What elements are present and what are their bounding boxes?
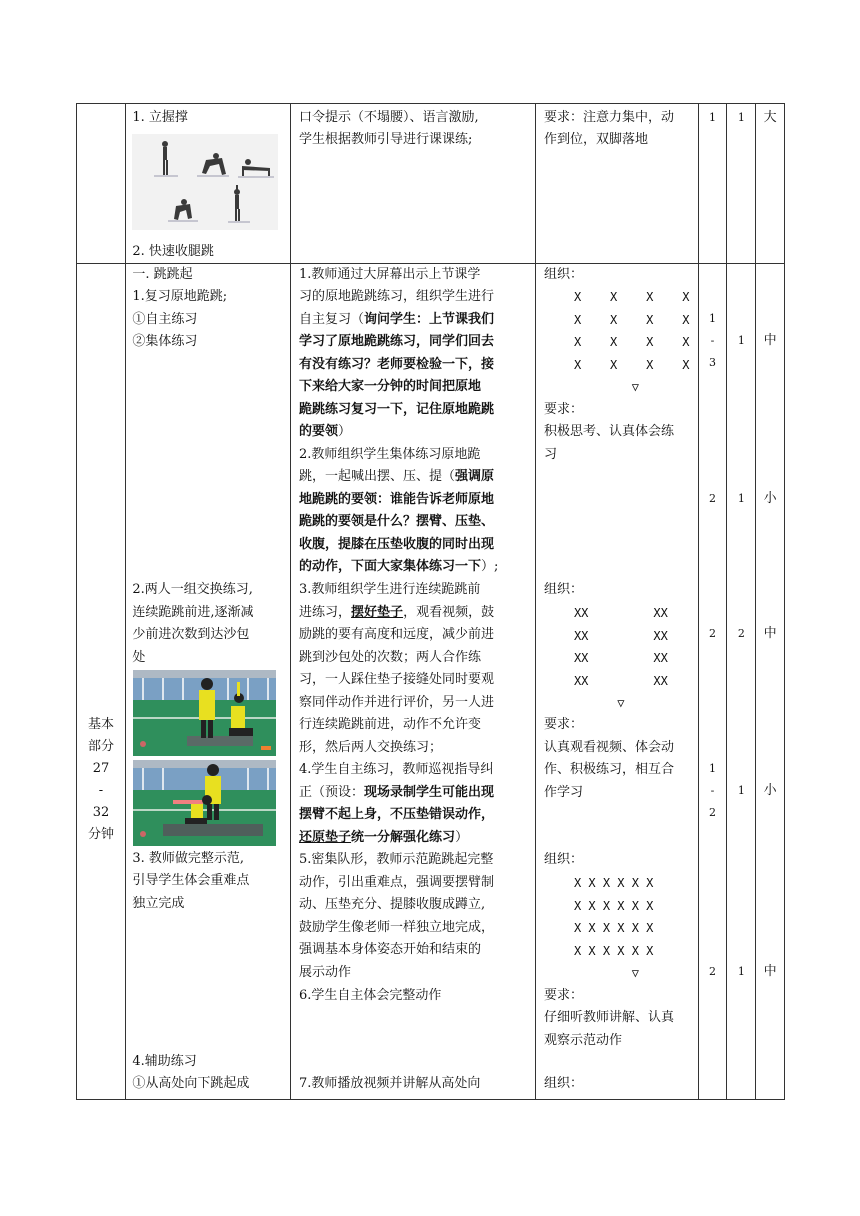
formation-row: X X X X X X: [573, 876, 654, 890]
text-line: ①从高处向下跳起成: [132, 1076, 250, 1091]
count-value: 1: [709, 111, 717, 124]
requirement-label: 要求：: [543, 402, 583, 417]
time-value: 2: [709, 806, 717, 819]
section-label-line: 部分: [87, 739, 114, 754]
formation-grid: [574, 872, 653, 985]
count-value: 1: [737, 784, 745, 797]
text-line: 积极思考、认真体会练: [543, 424, 674, 439]
exercise-illustration-image: [132, 134, 278, 230]
table-row: [77, 104, 785, 264]
text-line: 2.教师组织学生集体练习原地跪: [299, 447, 481, 462]
requirement-label: 要求：: [543, 988, 583, 1003]
text-line: [299, 556, 498, 578]
teacher-marker: ▽: [573, 696, 625, 710]
text-line: 习: [543, 447, 557, 462]
text-span: ）;: [481, 559, 499, 574]
intensity-cell: [756, 104, 785, 264]
formation-row: X X X X X X: [573, 943, 654, 958]
text-line: [299, 782, 494, 804]
section-label-line: -: [98, 783, 104, 798]
time-value: -: [710, 334, 715, 347]
formation-row: XX XX: [573, 651, 668, 665]
text-line: 4.学生自主练习，教师巡视指导纠: [299, 762, 494, 777]
text-line: 学生根据教师引导进行课课练;: [299, 132, 473, 147]
text-line: 跳到沙包处的次数；两人合作练: [299, 650, 482, 665]
text-line: 形，然后两人交换练习；: [299, 740, 443, 755]
count-value: 1: [737, 492, 745, 505]
count-value: 1: [737, 965, 745, 978]
section-cell-empty: [77, 104, 126, 264]
content-cell: [126, 104, 291, 264]
text-line: 6.学生自主体会完整动作: [299, 988, 442, 1003]
org-label: 组织：: [543, 1076, 583, 1091]
section-cell: [77, 264, 126, 1100]
org-label: 组织：: [543, 267, 583, 282]
text-line: [299, 309, 494, 331]
text-span: ）: [338, 424, 352, 439]
bold-span: 强调原: [455, 469, 495, 484]
formation-grid: [574, 286, 690, 399]
text-line: 观察示范动作: [543, 1033, 622, 1048]
section-label-line: 27: [92, 761, 110, 776]
count-value: 1: [737, 334, 745, 347]
bold-line: 跪跳的要领是什么？摆臂、压垫、: [299, 514, 495, 529]
count-cell: [727, 264, 756, 1100]
time-value: 2: [709, 965, 717, 978]
text-line: 作到位，双脚落地: [543, 132, 648, 147]
bold-span: 的要领: [299, 424, 339, 439]
lesson-plan-table: [76, 103, 785, 1100]
time-value: 2: [709, 627, 717, 640]
text-line: 3. 教师做完整示范,: [132, 851, 245, 866]
intensity-value: 小: [763, 491, 777, 506]
bold-line: 下来给大家一分钟的时间把原地: [299, 379, 482, 394]
teacher-activity-cell: [291, 264, 536, 1100]
text-line: 行连续跪跳前进，动作不允许变: [299, 717, 482, 732]
bold-span: 现场录制学生可能出现: [364, 785, 495, 800]
text-line: 一. 跳跳起: [132, 267, 193, 282]
bold-line: 有没有练习？老师要检验一下，接: [299, 357, 495, 372]
text-line: [299, 421, 351, 443]
intensity-cell: [756, 264, 785, 1100]
text-line: 1.复习原地跪跳;: [132, 289, 228, 304]
text-span: 正（预设：: [299, 785, 365, 800]
text-line: 动、压垫充分、提膝收腹成蹲立,: [299, 897, 486, 912]
bold-span: 询问学生：上节课我们: [364, 312, 495, 327]
text-line: 3.教师组织学生进行连续跪跳前: [299, 582, 481, 597]
requirement-label: 要求：: [543, 717, 583, 732]
text-line: 认真观看视频、体会动: [543, 740, 674, 755]
teacher-marker: ▽: [573, 380, 639, 394]
text-line: 仔细听教师讲解、认真: [543, 1010, 674, 1025]
section-label-line: 32: [92, 805, 110, 820]
text-line: 察同伴动作并进行评价，另一人进: [299, 695, 495, 710]
org-label: 组织：: [543, 582, 583, 597]
intensity-value: 中: [763, 964, 777, 979]
bold-line: 学习了原地跪跳练习，同学们回去: [299, 334, 495, 349]
text-span: 跳，一起喊出摆、压、提（: [299, 469, 456, 484]
text-line: [299, 827, 468, 849]
bold-line: 收腹，提膝在压垫收腹的同时出现: [299, 537, 495, 552]
formation-grid: [574, 602, 668, 715]
text-span: ）: [455, 830, 469, 845]
formation-row: X X X X X X: [573, 898, 654, 913]
text-line: 连续跪跳前进,逐渐减: [132, 605, 254, 620]
org-label: 组织：: [543, 852, 583, 867]
time-value: 1: [709, 312, 717, 325]
bold-line: 跪跳练习复习一下，记住原地跪跳: [299, 402, 495, 417]
time-value: -: [710, 784, 715, 797]
intensity-value: 中: [763, 626, 777, 641]
formation-row: X X X X: [573, 290, 690, 304]
time-value: 1: [709, 762, 717, 775]
formation-row: XX XX: [573, 628, 668, 643]
bold-span: 的动作，下面大家集体练习一下: [299, 559, 482, 574]
text-line: 习的原地跪跳练习，组织学生进行: [299, 289, 495, 304]
table-row: [77, 264, 785, 1100]
text-span: ，观看视频，鼓: [403, 605, 495, 620]
text-line: 处: [132, 650, 146, 665]
section-label-line: 分钟: [87, 827, 114, 842]
teacher-marker: ▽: [573, 966, 639, 980]
text-line: 作学习: [543, 785, 583, 800]
text-line: 励跳的要有高度和远度，减少前进: [299, 627, 495, 642]
text-line: 习，一人踩住垫子接缝处同时要观: [299, 672, 495, 687]
text-line: 动作，引出重难点，强调要摆臂制: [299, 875, 495, 890]
text-line: 7.教师播放视频并讲解从高处向: [299, 1076, 481, 1091]
bold-underline-span: 还原垫子: [299, 830, 352, 845]
count-value: 1: [737, 111, 745, 124]
text-line: 展示动作: [299, 965, 352, 980]
exercise-label: 2. 快速收腿跳: [132, 244, 214, 259]
text-line: ②集体练习: [132, 334, 198, 349]
text-line: 2.两人一组交换练习,: [132, 582, 253, 597]
bold-span: 统一分解强化练习: [351, 830, 456, 845]
bold-line: 摆臂不起上身，不压垫错误动作，: [299, 807, 495, 822]
bold-line: 地跪跳的要领：谁能告诉老师原地: [299, 492, 495, 507]
time-cell: [698, 264, 727, 1100]
section-label-line: 基本: [87, 717, 114, 732]
practice-photo-1: [133, 670, 276, 756]
time-value: 2: [709, 492, 717, 505]
text-line: 独立完成: [132, 896, 185, 911]
intensity-value: 大: [763, 110, 777, 125]
practice-photo-2: [133, 760, 276, 846]
formation-row: X X X X: [573, 335, 690, 349]
text-line: 口令提示（不塌腰）、语言激励,: [299, 110, 479, 125]
text-line: 少前进次数到达沙包: [132, 627, 250, 642]
text-line: 4.辅助练习: [132, 1054, 197, 1069]
intensity-value: 小: [763, 783, 777, 798]
text-line: 要求：注意力集中，动: [543, 110, 674, 125]
text-line: 1.教师通过大屏幕出示上节课学: [299, 267, 481, 282]
intensity-value: 中: [763, 333, 777, 348]
text-span: 自主复习（: [299, 312, 365, 327]
count-cell: [727, 104, 756, 264]
text-line: ①自主练习: [132, 312, 198, 327]
bold-underline-span: 摆好垫子: [351, 605, 404, 620]
text-line: [299, 602, 494, 624]
count-value: 2: [737, 627, 745, 640]
formation-row: X X X X X X: [573, 921, 654, 935]
time-value: 3: [709, 356, 717, 369]
teacher-activity-cell: [291, 104, 536, 264]
text-line: 作、积极练习，相互合: [543, 762, 674, 777]
text-line: 5.密集队形，教师示范跪跳起完整: [299, 852, 494, 867]
exercise-label: 1. 立握撑: [132, 110, 188, 125]
formation-row: XX XX: [573, 673, 668, 688]
content-cell: [126, 264, 291, 1100]
text-line: 强调基本身体姿态开始和结束的: [299, 942, 482, 957]
text-line: [299, 466, 494, 488]
formation-row: XX XX: [573, 606, 668, 620]
formation-row: X X X X: [573, 312, 690, 327]
organization-cell: [535, 264, 698, 1100]
text-span: 进练习，: [299, 605, 352, 620]
formation-row: X X X X: [573, 357, 690, 372]
requirement-cell: [535, 104, 698, 264]
text-line: 鼓励学生像老师一样独立地完成，: [299, 920, 495, 935]
text-line: 引导学生体会重难点: [132, 873, 250, 888]
count-cell: [698, 104, 727, 264]
